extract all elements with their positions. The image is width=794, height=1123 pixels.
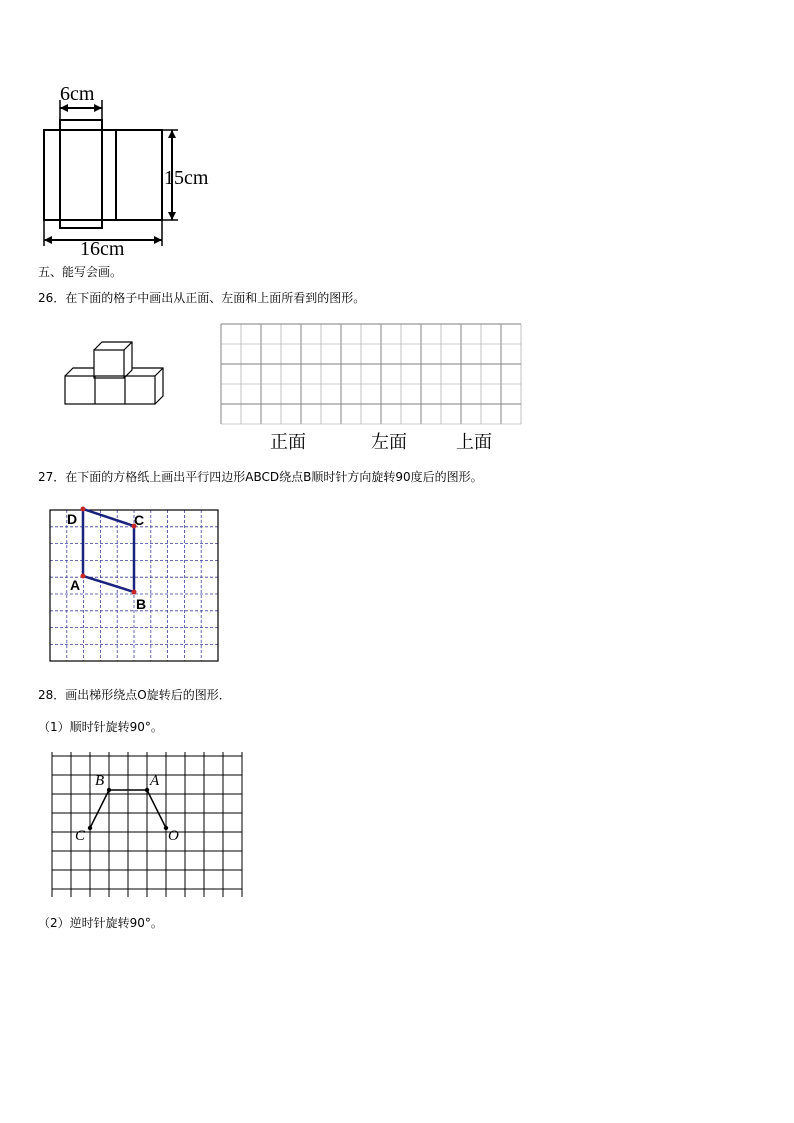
- label-d: D: [67, 511, 78, 527]
- net-right-panel: [116, 130, 162, 220]
- cube-stack-figure: [62, 338, 168, 408]
- view-label-left: 左面: [371, 432, 407, 452]
- vertex-b: [132, 590, 137, 595]
- parallelogram-grid-figure: [48, 506, 220, 664]
- net-label-top: 6cm: [60, 83, 95, 105]
- views-grid: [219, 322, 525, 426]
- label-a: A: [70, 577, 81, 593]
- question-28-part1: （1）顺时针旋转90°。: [38, 720, 163, 734]
- trapezoid-grid-figure: [50, 752, 244, 900]
- vertex-d: [81, 507, 86, 512]
- label-o: O: [168, 828, 179, 844]
- net-label-bottom: 16cm: [80, 238, 125, 255]
- net-figure: [36, 80, 226, 255]
- vertex-a: [81, 574, 86, 579]
- label-b: B: [136, 596, 147, 612]
- section-heading: 五、能写会画。: [38, 265, 123, 279]
- question-28-text: 28．画出梯形绕点O旋转后的图形．: [38, 688, 231, 702]
- parallelogram-abcd: [83, 509, 134, 592]
- label-c: C: [134, 512, 145, 528]
- net-label-right: 15cm: [164, 167, 209, 189]
- question-27-text: 27．在下面的方格纸上画出平行四边形ABCD绕点B顺时针方向旋转90度后的图形。: [38, 470, 483, 484]
- label-a: A: [150, 773, 160, 789]
- label-c: C: [75, 828, 86, 844]
- question-26-text: 26．在下面的格子中画出从正面、左面和上面所看到的图形。: [38, 291, 366, 305]
- question-28-part2: （2）逆时针旋转90°。: [38, 916, 163, 930]
- net-left-panel: [60, 120, 102, 228]
- label-b: B: [95, 773, 105, 789]
- view-label-top: 上面: [456, 432, 492, 452]
- view-label-front: 正面: [270, 432, 306, 452]
